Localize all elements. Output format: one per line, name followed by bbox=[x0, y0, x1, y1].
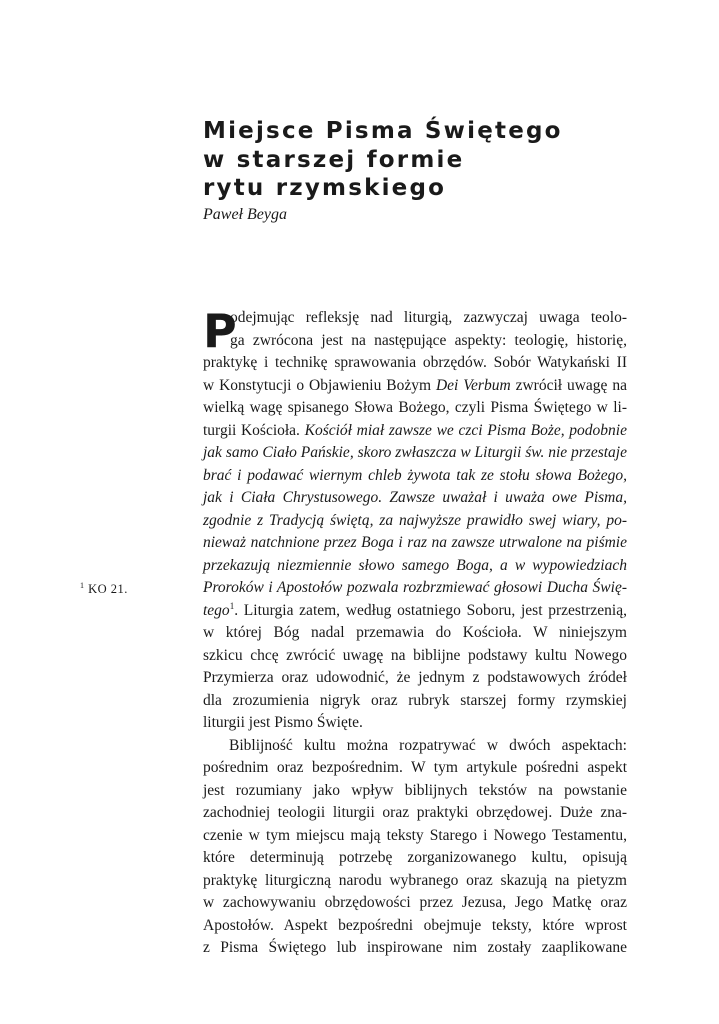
footnote-text: KO 21. bbox=[88, 582, 128, 596]
drop-cap: P bbox=[203, 304, 237, 358]
title-line: rytu rzymskiego bbox=[203, 175, 447, 201]
body-line: Apostołów. Aspekt bezpośredni obejmuje teksty, które wprost bbox=[203, 916, 627, 934]
footnote-marker: 1 bbox=[80, 581, 85, 590]
body-line: w Konstytucji o Objawieniu Bożym Dei Verbum zwrócił uwagę na bbox=[203, 376, 627, 394]
body-line: wielką wagę spisanego Słowa Bożego, czyli Pisma Świętego w li- bbox=[203, 399, 627, 416]
body-line: praktykę i technikę sprawowania obrzędów. Sobór Watykański II bbox=[203, 354, 627, 371]
body-line: jest rozumiany jako wpływ biblijnych tekstów na powstanie bbox=[203, 781, 627, 799]
body-line: w zachowywaniu obrzędowości przez Jezusa, Jego Matkę oraz bbox=[203, 894, 627, 911]
body-line: nieważ natchnione przez Boga i raz na zawsze utrwalone na piśmie bbox=[203, 534, 627, 551]
article-body bbox=[203, 304, 627, 960]
body-line: dla zrozumienia nigryk oraz rubryk starszej formy rzymskiej bbox=[203, 691, 627, 709]
article-title bbox=[203, 117, 623, 203]
body-line: zachodniej teologii liturgii oraz praktyki obrzędowej. Duże zna- bbox=[203, 804, 627, 821]
body-line: ga zwrócona jest na następujące aspekty: teologię, historię, bbox=[230, 331, 627, 349]
body-line: czenie w tym miejscu mają teksty Starego i Nowego Testamentu, bbox=[203, 826, 627, 844]
body-line: jak i Ciała Chrystusowego. Zawsze uważał i uważa owe Pisma, bbox=[203, 489, 627, 506]
footnote-ref: 1 bbox=[229, 600, 235, 611]
body-line: pośrednim oraz bezpośrednim. W tym artykule pośredni aspekt bbox=[203, 759, 627, 776]
body-line: przekazują niezmiennie słowo samego Boga, a w wypowiedziach bbox=[203, 556, 627, 574]
body-line: Proroków i Apostołów pozwala rozbrzmiewać głosowi Ducha Świę- bbox=[203, 579, 627, 596]
body-line: które determinują potrzebę zorganizowanego kultu, opisują bbox=[203, 849, 627, 866]
title-line: Miejsce Pisma Świętego bbox=[203, 118, 563, 144]
body-line: szkicu chcę zwrócić uwagę na biblijne podstawy kultu Nowego bbox=[203, 646, 627, 664]
body-line: odejmując refleksję nad liturgią, zazwyczaj uwaga teolo- bbox=[230, 309, 627, 326]
body-line: tego$^1$. Liturgia zatem, według ostatniego Soboru, jest przestrzenią, bbox=[203, 600, 627, 619]
body-line: brać i podawać wiernym chleb żywota tak ze stołu słowa Bożego, bbox=[203, 466, 627, 484]
author-name: Paweł Beyga bbox=[203, 206, 287, 223]
body-line: Przymierza oraz udowodnić, że jednym z podstawowych źródeł bbox=[203, 669, 627, 686]
body-line: jak samo Ciało Pańskie, skoro zwłaszcza w Liturgii św. nie przestaje bbox=[203, 444, 627, 461]
body-line: z Pisma Świętego lub inspirowane nim zostały zaaplikowane bbox=[203, 939, 627, 956]
body-line: turgii Kościoła. Kościół miał zawsze we czci Pisma Boże, podobnie bbox=[203, 421, 627, 439]
body-line: praktykę liturgiczną narodu wybranego oraz skazują na pietyzm bbox=[203, 871, 627, 889]
title-line: w starszej formie bbox=[203, 146, 465, 173]
body-line: w której Bóg nadal przemawia do Kościoła. W niniejszym bbox=[203, 624, 627, 641]
body-line: zgodnie z Tradycją świętą, za najwyższe prawidło swej wiary, po- bbox=[203, 511, 627, 529]
body-line: Biblijność kultu można rozpatrywać w dwóch aspektach: bbox=[229, 736, 627, 754]
body-line: liturgii jest Pismo Święte. bbox=[203, 714, 363, 731]
footnote bbox=[80, 581, 128, 597]
